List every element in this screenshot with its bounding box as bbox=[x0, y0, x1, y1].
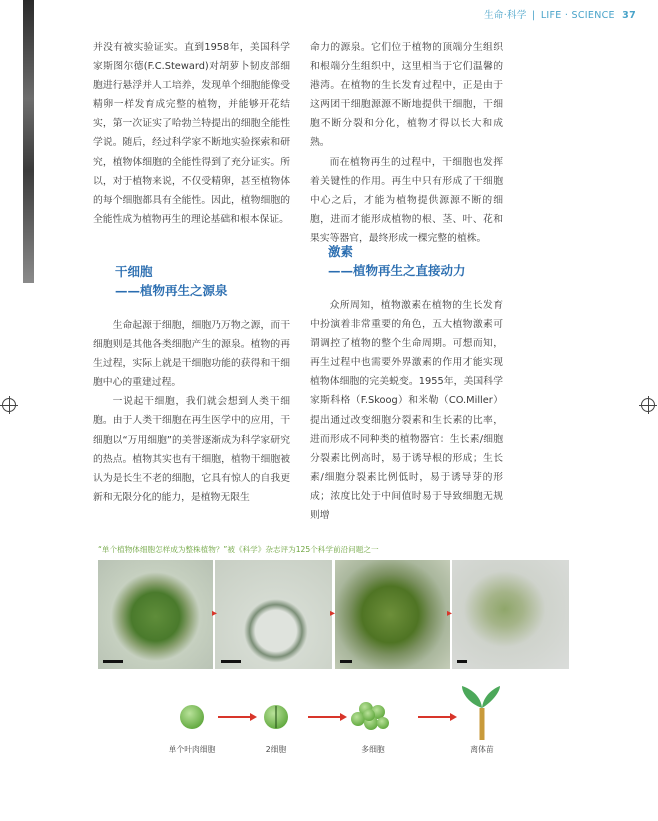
running-header bbox=[484, 7, 636, 21]
micrograph-two-cells bbox=[215, 560, 332, 669]
figure-caption: “单个植物体细胞怎样成为整株植物？”被《科学》杂志评为125个科学前沿问题之一 bbox=[98, 545, 379, 554]
stage-label-single-cell: 单个叶肉细胞 bbox=[168, 745, 216, 754]
scale-bar bbox=[457, 660, 467, 663]
heading-subtitle: ——植物再生之源泉 bbox=[115, 283, 228, 298]
paragraph: 而在植物再生的过程中，干细胞也发挥着关键性的作用。再生中只有形成了干细胞中心之后，才能为植物提供源源不断的细胞，进而才能形成植物的根、茎、叶、花和果实等器官，最终形成一棵完整的植株。 bbox=[310, 156, 503, 244]
paragraph: 众所周知，植物激素在植物的生长发育中扮演着非常重要的角色，五大植物激素可谓调控了植物的整个生命周期。可想而知，再生过程中也需要外界激素的作用才能实现植物体细胞的完美蜕变。1955年，美国科学家斯科格（F.Skoog）和米勒（CO.Miller）提出通过改变细胞分裂素和生长素的比率，进而形成不同种类的植物器官：生长素/细胞分裂素比例高时，易于诱导根的形成；生长素/细胞分裂素比例低时，易于诱导芽的形成；浓度比处于中间值时易于导致细胞无规则增 bbox=[310, 300, 503, 522]
micrograph-multicell bbox=[335, 560, 453, 669]
paragraph: 一说起干细胞，我们就会想到人类干细胞。由于人类干细胞在再生医学中的应用，干细胞以“万用细胞”的美誉逐渐成为科学家研究的热点。植物其实也有干细胞，植物干细胞被认为是长生不老的细胞，它具有惊人的自我更新和无限分化的能力，是植物无限生 bbox=[93, 396, 290, 503]
multicell-icon bbox=[351, 702, 389, 730]
stage-label-plantlet: 离体苗 bbox=[470, 745, 494, 754]
stage-label-two-cells: 2细胞 bbox=[265, 745, 287, 754]
header-separator: | bbox=[531, 10, 536, 21]
right-column-top bbox=[310, 38, 503, 248]
section-cn: 生命·科学 bbox=[484, 10, 527, 21]
single-cell-icon bbox=[180, 705, 204, 729]
margin-photo-strip bbox=[23, 0, 34, 283]
plantlet-icon bbox=[462, 686, 500, 740]
photo-arrow-icon: ▸ bbox=[447, 608, 453, 619]
photo-arrow-icon: ▸ bbox=[212, 608, 218, 619]
left-column-body bbox=[93, 316, 290, 507]
regeneration-diagram bbox=[170, 686, 510, 742]
section-heading-stem-cell bbox=[115, 262, 228, 300]
two-cell-icon bbox=[264, 705, 288, 729]
scale-bar bbox=[340, 660, 352, 663]
micrograph-single-cell bbox=[98, 560, 213, 669]
registration-mark-right bbox=[641, 398, 655, 412]
paragraph: 命力的源泉。它们位于植物的顶端分生组织和根端分生组织中，这里相当于它们温馨的港湾。在植物的生长发育过程中，正是由于这两团干细胞源源不断地提供干细胞，干细胞不断分裂和分化，植物才得以长大和成熟。 bbox=[310, 42, 503, 149]
page-number: 37 bbox=[622, 10, 636, 21]
stage-label-multicell: 多细胞 bbox=[361, 745, 385, 754]
heading-subtitle: ——植物再生之直接动力 bbox=[328, 263, 466, 278]
diagram-arrow-icon bbox=[308, 713, 347, 721]
section-heading-hormone bbox=[328, 242, 466, 280]
paragraph: 并没有被实验证实。直到1958年，美国科学家斯图尔德(F.C.Steward)对胡萝卜韧皮部细胞进行悬浮并人工培养，发现单个细胞能像受精卵一样发育成完整的植物，并能够开花结实，第一次证实了哈勃兰特提出的细胞全能性学说。随后，经过科学家不断地实验探索和研究，植物体细胞的全能性得到了充分证实。所以，对于植物来说，不仅受精卵，甚至植物体的每个细胞都具有全能性。因此，植物细胞的全能性成为植物再生的理论基础和根本保证。 bbox=[93, 42, 290, 225]
right-column-body bbox=[310, 296, 503, 525]
scale-bar bbox=[103, 660, 123, 663]
left-column-top bbox=[93, 38, 290, 229]
photo-arrow-icon: ▸ bbox=[330, 608, 336, 619]
diagram-arrow-icon bbox=[218, 713, 257, 721]
diagram-arrow-icon bbox=[418, 713, 457, 721]
paragraph: 生命起源于细胞，细胞乃万物之源，而干细胞则是其他各类细胞产生的源泉。植物的再生过程，实际上就是干细胞功能的获得和干细胞中心的重建过程。 bbox=[93, 320, 290, 389]
registration-mark-left bbox=[2, 398, 16, 412]
scale-bar bbox=[221, 660, 241, 663]
micrograph-plantlet bbox=[452, 560, 569, 669]
heading-title: 干细胞 bbox=[115, 264, 153, 279]
heading-title: 激素 bbox=[328, 244, 354, 259]
section-en: LIFE · SCIENCE bbox=[540, 10, 615, 21]
